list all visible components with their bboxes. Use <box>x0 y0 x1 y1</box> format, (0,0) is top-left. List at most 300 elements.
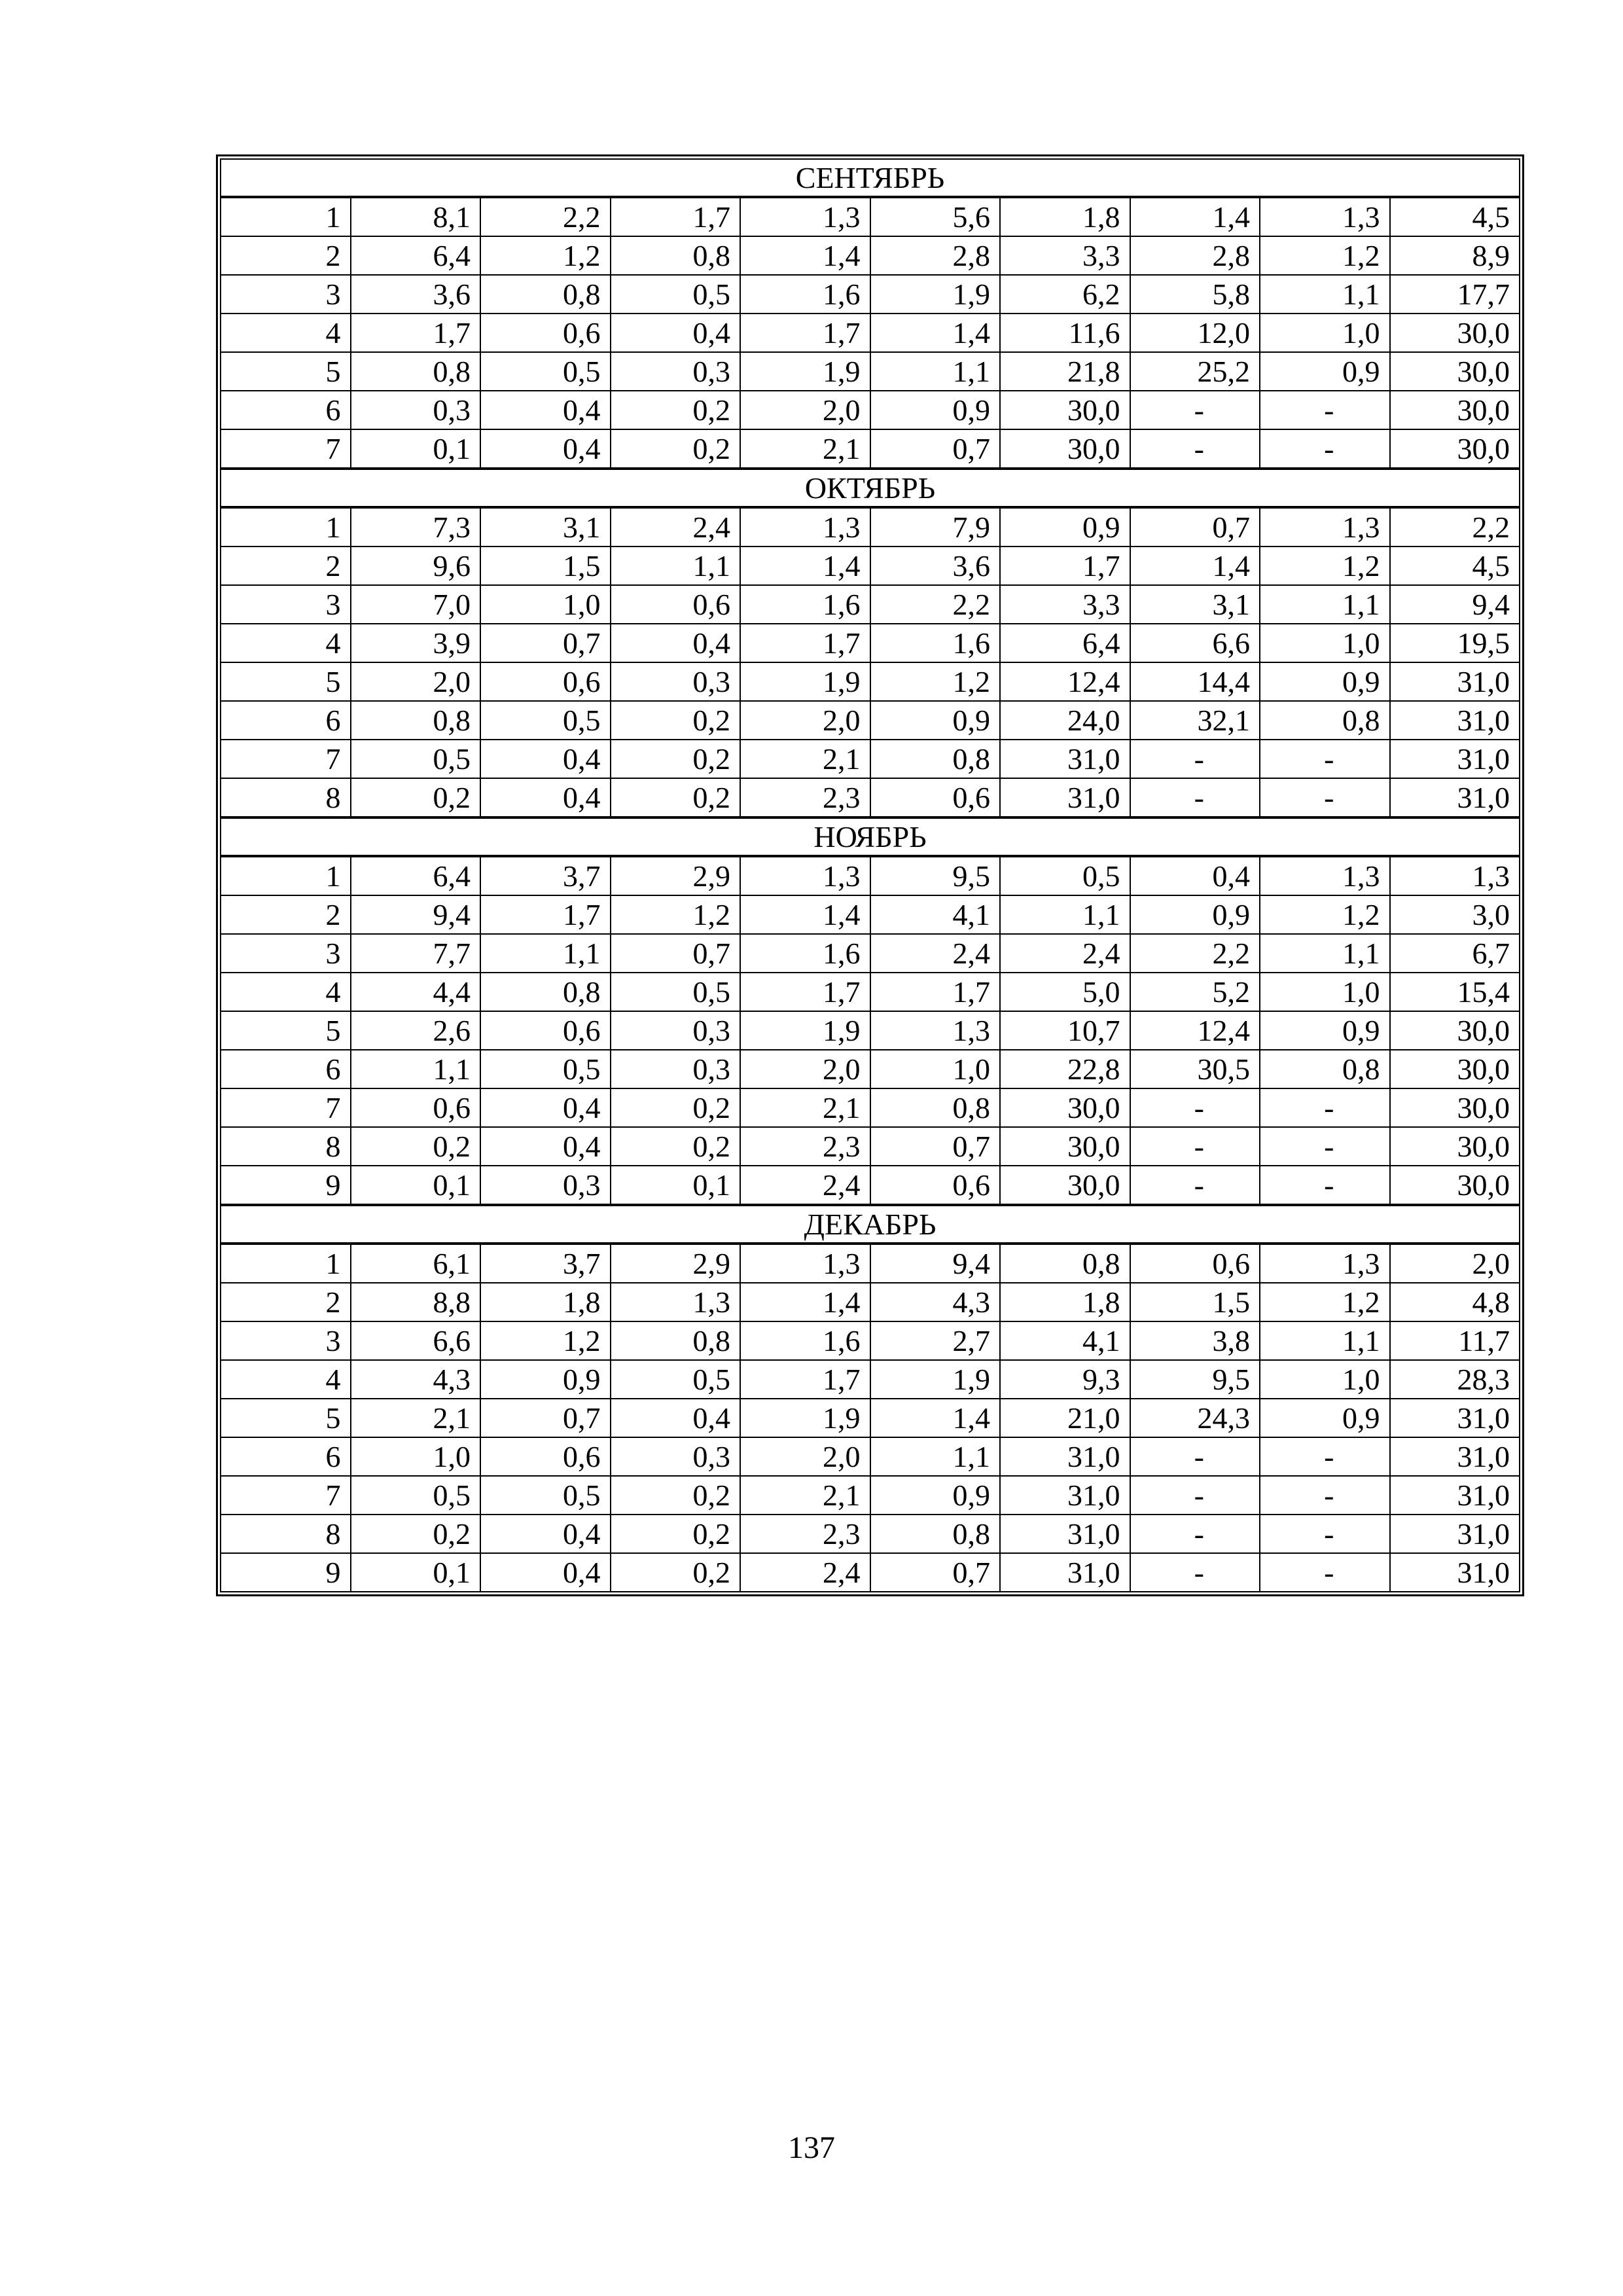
row-number-cell: 8 <box>221 1515 351 1553</box>
table-row <box>221 1321 1520 1360</box>
value-cell: 3,7 <box>480 1244 611 1283</box>
row-number-cell: 6 <box>221 391 351 429</box>
value-cell: 2,0 <box>740 391 870 429</box>
value-cell: 0,8 <box>870 1515 1001 1553</box>
value-cell: 31,0 <box>1390 778 1520 817</box>
value-cell: 0,5 <box>480 352 611 391</box>
table-row <box>221 895 1520 934</box>
value-cell: 8,9 <box>1390 236 1520 275</box>
table-row <box>221 1127 1520 1166</box>
table-row <box>221 585 1520 624</box>
value-cell: 0,8 <box>480 275 611 314</box>
row-number-cell: 9 <box>221 1166 351 1205</box>
value-cell: 30,0 <box>1000 1088 1130 1127</box>
value-cell: 2,0 <box>740 1437 870 1476</box>
value-cell: 30,0 <box>1390 314 1520 352</box>
value-cell: 0,1 <box>351 429 481 469</box>
value-cell: - <box>1130 1476 1260 1515</box>
value-cell: 31,0 <box>1390 740 1520 778</box>
value-cell: 2,0 <box>351 662 481 701</box>
table-row <box>221 973 1520 1011</box>
value-cell: 32,1 <box>1130 701 1260 740</box>
value-cell: 4,3 <box>870 1283 1001 1321</box>
value-cell: 0,5 <box>611 1360 741 1399</box>
row-number-cell: 3 <box>221 1321 351 1360</box>
table-row <box>221 1166 1520 1205</box>
month-title: НОЯБРЬ <box>221 817 1520 856</box>
row-number-cell: 6 <box>221 1437 351 1476</box>
value-cell: 2,3 <box>740 1127 870 1166</box>
value-cell: 5,2 <box>1130 973 1260 1011</box>
value-cell: 1,6 <box>870 624 1001 662</box>
value-cell: 2,7 <box>870 1321 1001 1360</box>
value-cell: 2,6 <box>351 1011 481 1050</box>
value-cell: 11,6 <box>1000 314 1130 352</box>
value-cell: 1,0 <box>1260 973 1390 1011</box>
value-cell: 0,8 <box>480 973 611 1011</box>
row-number-cell: 1 <box>221 197 351 236</box>
value-cell: 6,7 <box>1390 934 1520 973</box>
value-cell: 31,0 <box>1390 701 1520 740</box>
row-number-cell: 3 <box>221 585 351 624</box>
value-cell: 0,4 <box>480 1515 611 1553</box>
value-cell: 1,7 <box>740 1360 870 1399</box>
value-cell: - <box>1260 1553 1390 1592</box>
value-cell: 9,5 <box>870 856 1001 895</box>
value-cell: 0,6 <box>611 585 741 624</box>
table-row <box>221 856 1520 895</box>
value-cell: 3,0 <box>1390 895 1520 934</box>
value-cell: 0,2 <box>351 778 481 817</box>
value-cell: 0,1 <box>351 1166 481 1205</box>
value-cell: 17,7 <box>1390 275 1520 314</box>
value-cell: - <box>1130 1553 1260 1592</box>
value-cell: 31,0 <box>1390 662 1520 701</box>
table-row <box>221 1360 1520 1399</box>
table-row <box>221 1476 1520 1515</box>
value-cell: 0,9 <box>870 701 1001 740</box>
value-cell: 6,4 <box>1000 624 1130 662</box>
row-number-cell: 2 <box>221 895 351 934</box>
value-cell: 0,2 <box>611 1553 741 1592</box>
value-cell: 0,2 <box>611 1088 741 1127</box>
table-row <box>221 391 1520 429</box>
value-cell: - <box>1260 1127 1390 1166</box>
value-cell: 2,2 <box>1390 507 1520 547</box>
table-row <box>221 547 1520 585</box>
value-cell: 2,2 <box>1130 934 1260 973</box>
value-cell: 1,4 <box>870 314 1001 352</box>
value-cell: 30,0 <box>1390 1011 1520 1050</box>
table-row <box>221 1515 1520 1553</box>
table-row <box>221 1399 1520 1437</box>
value-cell: 0,9 <box>1260 662 1390 701</box>
row-number-cell: 4 <box>221 1360 351 1399</box>
value-cell: 7,9 <box>870 507 1001 547</box>
value-cell: 1,8 <box>480 1283 611 1321</box>
value-cell: 2,3 <box>740 778 870 817</box>
value-cell: 1,2 <box>1260 236 1390 275</box>
value-cell: 0,6 <box>480 1437 611 1476</box>
row-number-cell: 8 <box>221 1127 351 1166</box>
value-cell: 0,8 <box>351 352 481 391</box>
value-cell: 0,3 <box>611 662 741 701</box>
value-cell: 2,0 <box>740 1050 870 1088</box>
value-cell: 2,4 <box>1000 934 1130 973</box>
value-cell: - <box>1130 1088 1260 1127</box>
value-cell: 1,0 <box>480 585 611 624</box>
value-cell: 0,7 <box>1130 507 1260 547</box>
value-cell: 4,5 <box>1390 547 1520 585</box>
value-cell: 1,9 <box>870 275 1001 314</box>
month-title: СЕНТЯБРЬ <box>221 159 1520 197</box>
row-number-cell: 1 <box>221 1244 351 1283</box>
value-cell: 31,0 <box>1000 1515 1130 1553</box>
value-cell: 1,2 <box>1260 1283 1390 1321</box>
value-cell: 0,7 <box>870 1553 1001 1592</box>
value-cell: 0,6 <box>480 314 611 352</box>
value-cell: 1,1 <box>480 934 611 973</box>
value-cell: 0,6 <box>480 662 611 701</box>
value-cell: 31,0 <box>1390 1515 1520 1553</box>
value-cell: 0,9 <box>480 1360 611 1399</box>
value-cell: 0,4 <box>480 1553 611 1592</box>
table-body <box>221 159 1520 1592</box>
value-cell: 0,5 <box>611 973 741 1011</box>
value-cell: 2,2 <box>480 197 611 236</box>
value-cell: 30,0 <box>1000 429 1130 469</box>
row-number-cell: 4 <box>221 973 351 1011</box>
table-row <box>221 507 1520 547</box>
value-cell: 0,3 <box>480 1166 611 1205</box>
value-cell: 2,9 <box>611 856 741 895</box>
value-cell: 0,4 <box>611 624 741 662</box>
value-cell: 9,6 <box>351 547 481 585</box>
table-row <box>221 1244 1520 1283</box>
value-cell: - <box>1130 1437 1260 1476</box>
value-cell: 1,9 <box>870 1360 1001 1399</box>
value-cell: 30,0 <box>1390 1127 1520 1166</box>
value-cell: 31,0 <box>1000 1476 1130 1515</box>
row-number-cell: 4 <box>221 624 351 662</box>
row-number-cell: 2 <box>221 236 351 275</box>
value-cell: 0,2 <box>611 429 741 469</box>
value-cell: 24,0 <box>1000 701 1130 740</box>
value-cell: 2,4 <box>870 934 1001 973</box>
value-cell: 1,3 <box>740 507 870 547</box>
value-cell: 3,1 <box>480 507 611 547</box>
value-cell: 1,9 <box>740 1399 870 1437</box>
value-cell: 1,8 <box>1000 197 1130 236</box>
row-number-cell: 7 <box>221 740 351 778</box>
value-cell: 21,8 <box>1000 352 1130 391</box>
value-cell: 2,0 <box>740 701 870 740</box>
value-cell: 0,6 <box>480 1011 611 1050</box>
value-cell: 3,3 <box>1000 585 1130 624</box>
row-number-cell: 4 <box>221 314 351 352</box>
value-cell: - <box>1130 429 1260 469</box>
value-cell: 6,6 <box>351 1321 481 1360</box>
value-cell: 0,5 <box>480 1476 611 1515</box>
value-cell: 0,4 <box>480 740 611 778</box>
value-cell: 0,6 <box>351 1088 481 1127</box>
value-cell: 1,3 <box>1260 1244 1390 1283</box>
value-cell: 0,5 <box>351 1476 481 1515</box>
value-cell: 4,3 <box>351 1360 481 1399</box>
value-cell: 1,3 <box>740 1244 870 1283</box>
table-row <box>221 197 1520 236</box>
value-cell: 3,6 <box>351 275 481 314</box>
value-cell: 0,7 <box>480 624 611 662</box>
value-cell: 1,2 <box>870 662 1001 701</box>
value-cell: 1,1 <box>1260 585 1390 624</box>
value-cell: 0,5 <box>480 1050 611 1088</box>
table-row <box>221 778 1520 817</box>
value-cell: 1,3 <box>1390 856 1520 895</box>
value-cell: 0,1 <box>611 1166 741 1205</box>
value-cell: 8,8 <box>351 1283 481 1321</box>
value-cell: 1,2 <box>1260 547 1390 585</box>
table-row <box>221 624 1520 662</box>
value-cell: 5,0 <box>1000 973 1130 1011</box>
value-cell: 0,2 <box>611 740 741 778</box>
row-number-cell: 6 <box>221 1050 351 1088</box>
value-cell: 2,9 <box>611 1244 741 1283</box>
value-cell: 6,4 <box>351 856 481 895</box>
value-cell: 3,6 <box>870 547 1001 585</box>
value-cell: 1,2 <box>1260 895 1390 934</box>
value-cell: 1,3 <box>611 1283 741 1321</box>
value-cell: 5,8 <box>1130 275 1260 314</box>
value-cell: 0,6 <box>1130 1244 1260 1283</box>
table-row <box>221 429 1520 469</box>
value-cell: 1,4 <box>740 236 870 275</box>
value-cell: 24,3 <box>1130 1399 1260 1437</box>
value-cell: 1,4 <box>740 1283 870 1321</box>
value-cell: - <box>1260 429 1390 469</box>
value-cell: 2,1 <box>740 1088 870 1127</box>
value-cell: 31,0 <box>1390 1399 1520 1437</box>
value-cell: 1,3 <box>1260 197 1390 236</box>
value-cell: 1,3 <box>740 197 870 236</box>
value-cell: 3,1 <box>1130 585 1260 624</box>
month-header-row <box>221 159 1520 197</box>
value-cell: 0,4 <box>611 314 741 352</box>
value-cell: 0,4 <box>480 391 611 429</box>
table-row <box>221 934 1520 973</box>
row-number-cell: 3 <box>221 934 351 973</box>
value-cell: 6,4 <box>351 236 481 275</box>
table-row <box>221 275 1520 314</box>
row-number-cell: 7 <box>221 1088 351 1127</box>
value-cell: 0,4 <box>480 1088 611 1127</box>
value-cell: 0,6 <box>870 1166 1001 1205</box>
row-number-cell: 2 <box>221 547 351 585</box>
value-cell: 31,0 <box>1390 1553 1520 1592</box>
value-cell: 1,1 <box>870 1437 1001 1476</box>
value-cell: - <box>1130 391 1260 429</box>
value-cell: - <box>1260 740 1390 778</box>
month-header-row <box>221 469 1520 507</box>
value-cell: 4,4 <box>351 973 481 1011</box>
value-cell: 0,7 <box>480 1399 611 1437</box>
value-cell: 1,0 <box>870 1050 1001 1088</box>
value-cell: 0,5 <box>351 740 481 778</box>
month-title: ОКТЯБРЬ <box>221 469 1520 507</box>
monthly-data-table <box>220 158 1520 1592</box>
row-number-cell: 1 <box>221 507 351 547</box>
value-cell: 1,4 <box>1130 197 1260 236</box>
value-cell: 0,6 <box>870 778 1001 817</box>
value-cell: 30,0 <box>1390 1088 1520 1127</box>
table-row <box>221 1050 1520 1088</box>
value-cell: 1,7 <box>740 624 870 662</box>
value-cell: 2,1 <box>740 429 870 469</box>
value-cell: 0,2 <box>611 701 741 740</box>
value-cell: 5,6 <box>870 197 1001 236</box>
value-cell: 31,0 <box>1000 778 1130 817</box>
value-cell: 15,4 <box>1390 973 1520 1011</box>
value-cell: 0,3 <box>611 352 741 391</box>
table-row <box>221 1553 1520 1592</box>
value-cell: 31,0 <box>1390 1437 1520 1476</box>
value-cell: 4,1 <box>1000 1321 1130 1360</box>
value-cell: 9,5 <box>1130 1360 1260 1399</box>
value-cell: 1,4 <box>740 547 870 585</box>
value-cell: - <box>1260 1088 1390 1127</box>
value-cell: 0,5 <box>1000 856 1130 895</box>
value-cell: 1,1 <box>1260 275 1390 314</box>
value-cell: 0,8 <box>1260 1050 1390 1088</box>
value-cell: 0,4 <box>1130 856 1260 895</box>
table-row <box>221 1437 1520 1476</box>
value-cell: 1,1 <box>870 352 1001 391</box>
value-cell: - <box>1130 1515 1260 1553</box>
value-cell: 30,0 <box>1390 429 1520 469</box>
value-cell: 14,4 <box>1130 662 1260 701</box>
table-row <box>221 352 1520 391</box>
value-cell: 1,2 <box>611 895 741 934</box>
value-cell: 31,0 <box>1000 1437 1130 1476</box>
value-cell: - <box>1130 1166 1260 1205</box>
value-cell: 0,2 <box>351 1515 481 1553</box>
value-cell: - <box>1260 1476 1390 1515</box>
value-cell: 1,7 <box>611 197 741 236</box>
value-cell: 2,1 <box>740 740 870 778</box>
value-cell: 9,4 <box>351 895 481 934</box>
row-number-cell: 9 <box>221 1553 351 1592</box>
value-cell: 2,1 <box>740 1476 870 1515</box>
value-cell: 0,3 <box>611 1011 741 1050</box>
value-cell: 1,9 <box>740 352 870 391</box>
value-cell: 1,1 <box>1260 934 1390 973</box>
row-number-cell: 2 <box>221 1283 351 1321</box>
value-cell: 0,8 <box>351 701 481 740</box>
value-cell: - <box>1260 391 1390 429</box>
value-cell: 2,2 <box>870 585 1001 624</box>
value-cell: 30,0 <box>1390 1166 1520 1205</box>
value-cell: 0,2 <box>611 391 741 429</box>
value-cell: 0,4 <box>480 778 611 817</box>
value-cell: - <box>1260 778 1390 817</box>
table-row <box>221 662 1520 701</box>
value-cell: 1,0 <box>351 1437 481 1476</box>
value-cell: 1,1 <box>1260 1321 1390 1360</box>
value-cell: 0,7 <box>611 934 741 973</box>
value-cell: 2,8 <box>870 236 1001 275</box>
value-cell: 0,8 <box>870 1088 1001 1127</box>
value-cell: 0,8 <box>611 1321 741 1360</box>
value-cell: 7,7 <box>351 934 481 973</box>
value-cell: 31,0 <box>1000 1553 1130 1592</box>
value-cell: 30,0 <box>1390 1050 1520 1088</box>
value-cell: 1,1 <box>351 1050 481 1088</box>
value-cell: 3,9 <box>351 624 481 662</box>
value-cell: 0,9 <box>1260 1011 1390 1050</box>
value-cell: 1,7 <box>740 973 870 1011</box>
value-cell: 2,4 <box>611 507 741 547</box>
row-number-cell: 1 <box>221 856 351 895</box>
value-cell: 25,2 <box>1130 352 1260 391</box>
row-number-cell: 3 <box>221 275 351 314</box>
value-cell: 0,5 <box>480 701 611 740</box>
row-number-cell: 5 <box>221 1399 351 1437</box>
value-cell: 30,0 <box>1000 1127 1130 1166</box>
value-cell: 2,0 <box>1390 1244 1520 1283</box>
value-cell: 1,6 <box>740 585 870 624</box>
value-cell: 1,0 <box>1260 1360 1390 1399</box>
value-cell: 30,0 <box>1390 391 1520 429</box>
value-cell: 1,1 <box>611 547 741 585</box>
value-cell: 1,7 <box>740 314 870 352</box>
value-cell: 2,8 <box>1130 236 1260 275</box>
row-number-cell: 7 <box>221 429 351 469</box>
table-row <box>221 1088 1520 1127</box>
value-cell: 1,3 <box>1260 856 1390 895</box>
value-cell: - <box>1130 1127 1260 1166</box>
value-cell: 12,4 <box>1000 662 1130 701</box>
value-cell: 7,0 <box>351 585 481 624</box>
value-cell: 0,4 <box>480 429 611 469</box>
value-cell: 9,4 <box>870 1244 1001 1283</box>
value-cell: 2,3 <box>740 1515 870 1553</box>
table-row <box>221 701 1520 740</box>
value-cell: 31,0 <box>1000 740 1130 778</box>
value-cell: 0,4 <box>611 1399 741 1437</box>
row-number-cell: 7 <box>221 1476 351 1515</box>
value-cell: 19,5 <box>1390 624 1520 662</box>
value-cell: 1,1 <box>1000 895 1130 934</box>
value-cell: 0,9 <box>870 1476 1001 1515</box>
value-cell: 2,4 <box>740 1166 870 1205</box>
data-table-frame <box>216 154 1524 1596</box>
value-cell: 1,4 <box>870 1399 1001 1437</box>
value-cell: 7,3 <box>351 507 481 547</box>
value-cell: 1,4 <box>740 895 870 934</box>
value-cell: 3,7 <box>480 856 611 895</box>
value-cell: 4,8 <box>1390 1283 1520 1321</box>
value-cell: 0,9 <box>1260 1399 1390 1437</box>
value-cell: 0,2 <box>351 1127 481 1166</box>
value-cell: 6,6 <box>1130 624 1260 662</box>
value-cell: 1,3 <box>870 1011 1001 1050</box>
value-cell: 1,8 <box>1000 1283 1130 1321</box>
value-cell: 1,3 <box>740 856 870 895</box>
row-number-cell: 5 <box>221 1011 351 1050</box>
value-cell: 4,5 <box>1390 197 1520 236</box>
value-cell: 0,3 <box>611 1050 741 1088</box>
row-number-cell: 8 <box>221 778 351 817</box>
